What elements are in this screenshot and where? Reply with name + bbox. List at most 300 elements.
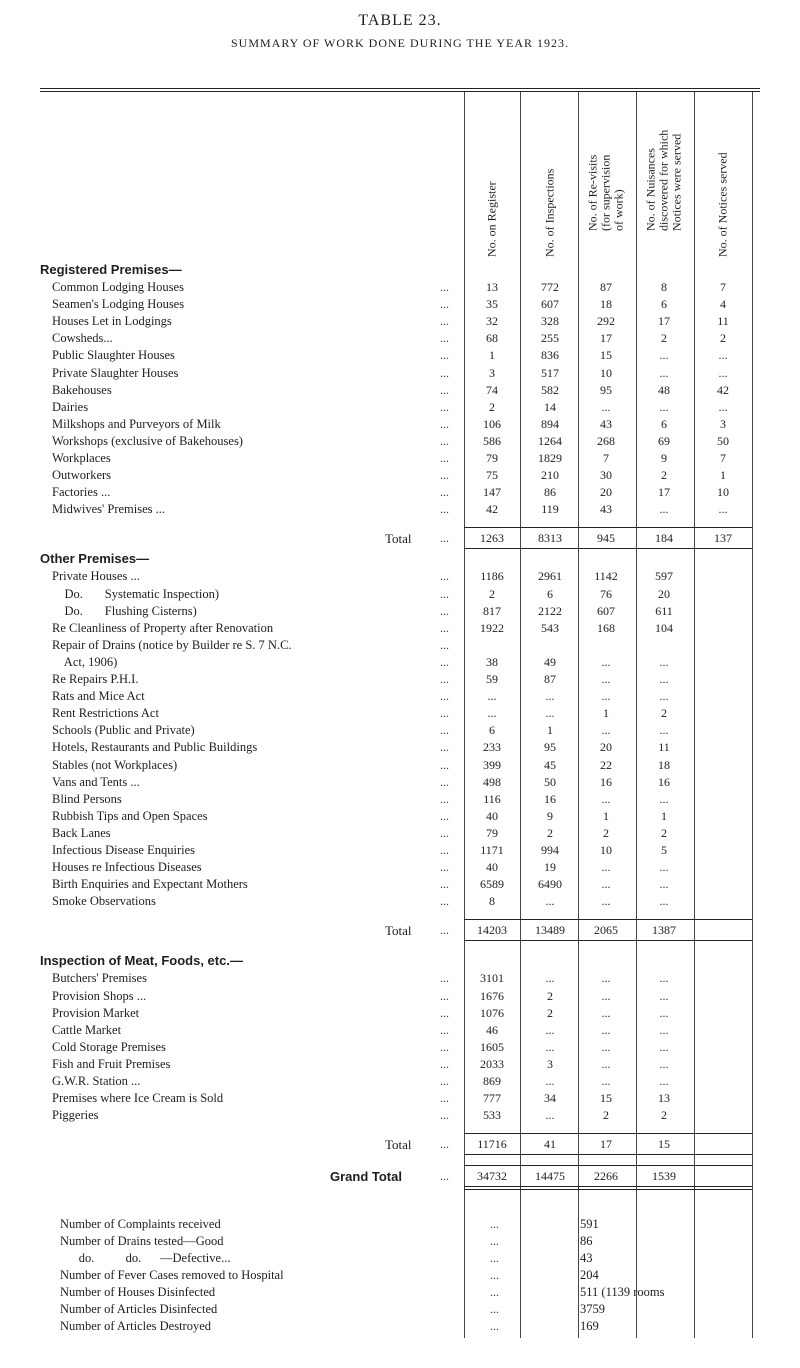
grand-total-label: Grand Total: [330, 1169, 402, 1185]
table-cell: 1171: [480, 843, 504, 857]
table-cell: 14: [544, 399, 556, 414]
table-cell: ...: [659, 365, 669, 380]
row-label: Factories ...: [52, 485, 111, 500]
total-rule: [464, 1133, 752, 1134]
note-row: [60, 1302, 760, 1319]
leader-dots: ...: [440, 1039, 449, 1054]
total-cell: 41: [544, 1137, 556, 1152]
row-label: Houses Let in Lodgings: [52, 314, 172, 329]
row-label: Bakehouses: [52, 382, 112, 397]
table-cell: 399: [483, 757, 501, 772]
table-cell: 8: [661, 280, 667, 294]
table-cell: ...: [659, 894, 669, 909]
leader-dots: ...: [490, 1302, 499, 1317]
table-cell: 10: [717, 485, 729, 500]
section-heading: Other Premises—: [40, 551, 150, 567]
note-label: Number of Fever Cases removed to Hospital: [60, 1268, 284, 1283]
table-cell: 40: [486, 860, 498, 875]
table-cell: ...: [601, 689, 611, 704]
total-cell: 14203: [477, 923, 507, 938]
row-label: Smoke Observations: [52, 894, 156, 909]
leader-dots: ...: [440, 1108, 449, 1123]
table-cell: 106: [483, 416, 501, 431]
table-cell: 6: [661, 416, 667, 431]
table-cell: 6: [547, 586, 553, 601]
row-label: Cold Storage Premises: [52, 1039, 166, 1054]
table-row: [0, 989, 800, 1006]
table-cell: 2: [661, 706, 667, 721]
table-cell: 15: [600, 1091, 612, 1106]
table-cell: ...: [659, 399, 669, 414]
table-cell: 607: [541, 297, 559, 312]
table-cell: 2: [603, 1108, 609, 1123]
total-row: [0, 1137, 800, 1154]
table-row: [0, 604, 800, 621]
leader-dots: ...: [440, 365, 449, 380]
table-cell: 20: [658, 586, 670, 601]
table-cell: 13: [658, 1091, 670, 1106]
table-cell: 328: [541, 314, 559, 329]
table-cell: 10: [600, 843, 612, 857]
table-row: [0, 877, 800, 894]
table-row: [0, 314, 800, 331]
table-row: [0, 706, 800, 723]
table-cell: 45: [544, 757, 556, 772]
table-row: [0, 485, 800, 502]
table-cell: 11: [658, 740, 670, 755]
leader-dots: ...: [490, 1234, 499, 1249]
table-cell: 6490: [538, 877, 562, 892]
leader-dots: ...: [440, 825, 449, 840]
table-cell: 2122: [538, 603, 562, 618]
row-label: Re Cleanliness of Property after Renovation: [52, 620, 274, 635]
row-label: Houses re Infectious Diseases: [52, 860, 202, 875]
table-cell: 42: [486, 502, 498, 517]
table-cell: 6: [489, 723, 495, 738]
table-row: [0, 417, 800, 434]
note-label: Number of Articles Destroyed: [60, 1319, 212, 1334]
table-cell: 30: [600, 468, 612, 483]
table-row: [0, 860, 800, 877]
section-heading: Registered Premises—: [40, 262, 182, 277]
table-row: [0, 569, 800, 586]
leader-dots: ...: [440, 297, 449, 312]
table-row: [0, 621, 800, 638]
table-row: [0, 723, 800, 740]
table-row: [0, 775, 800, 792]
table-cell: 20: [600, 740, 612, 755]
table-cell: 35: [486, 297, 498, 312]
leader-dots: ...: [490, 1268, 499, 1283]
table-cell: 1922: [480, 620, 504, 635]
leader-dots: ...: [440, 331, 449, 346]
table-cell: 3101: [480, 971, 504, 986]
table-cell: 817: [483, 603, 501, 618]
leader-dots: ...: [440, 723, 449, 738]
total-cell: 1387: [652, 923, 676, 938]
table-cell: 16: [600, 774, 612, 789]
leader-dots: ...: [440, 468, 449, 483]
row-label: Schools (Public and Private): [52, 723, 195, 738]
leader-dots: ...: [440, 620, 449, 635]
leader-dots: ...: [440, 586, 449, 601]
table-cell: 2961: [538, 569, 562, 584]
note-row: [60, 1319, 760, 1336]
table-cell: 43: [600, 416, 612, 431]
table-cell: ...: [601, 860, 611, 875]
leader-dots: ...: [440, 531, 449, 546]
leader-dots: ...: [440, 1091, 449, 1106]
table-cell: 46: [486, 1022, 498, 1037]
row-label: Cowsheds...: [52, 331, 113, 346]
table-cell: 74: [486, 382, 498, 397]
table-cell: 42: [717, 382, 729, 397]
table-cell: 3: [720, 416, 726, 431]
table-cell: 772: [541, 280, 559, 294]
table-cell: 15: [600, 348, 612, 363]
leader-dots: ...: [490, 1319, 499, 1334]
table-cell: ...: [659, 689, 669, 704]
leader-dots: ...: [490, 1217, 499, 1232]
table-cell: 18: [658, 757, 670, 772]
table-row: [0, 894, 800, 911]
table-row: [0, 331, 800, 348]
table-cell: 147: [483, 485, 501, 500]
table-cell: 607: [597, 603, 615, 618]
table-cell: 95: [600, 382, 612, 397]
leader-dots: ...: [440, 1056, 449, 1071]
leader-dots: ...: [440, 569, 449, 584]
table-cell: 22: [600, 757, 612, 772]
column-header-label: No. of Re-visits (for supervision of work): [585, 154, 626, 231]
note-label: Number of Drains tested—Good: [60, 1234, 224, 1249]
row-label: Midwives' Premises ...: [52, 502, 166, 517]
note-value: 591: [580, 1217, 599, 1232]
table-cell: 5: [661, 843, 667, 857]
table-row: [0, 1091, 800, 1108]
table-cell: ...: [601, 971, 611, 986]
table-row: [0, 280, 800, 297]
table-cell: ...: [659, 791, 669, 806]
row-label: Milkshops and Purveyors of Milk: [52, 416, 221, 431]
table-cell: ...: [659, 723, 669, 738]
column-header: [464, 92, 520, 270]
leader-dots: ...: [440, 485, 449, 500]
row-label: Act, 1906): [52, 654, 118, 669]
table-cell: ...: [659, 1022, 669, 1037]
grand-total-row: [0, 1169, 800, 1186]
table-cell: ...: [659, 654, 669, 669]
total-cell: 1263: [480, 531, 504, 546]
table-cell: 50: [544, 774, 556, 789]
table-row: [0, 1006, 800, 1023]
table-row: [0, 1108, 800, 1125]
leader-dots: ...: [440, 971, 449, 986]
table-cell: 2: [720, 331, 726, 346]
table-cell: 2: [661, 1108, 667, 1123]
table-cell: ...: [601, 1074, 611, 1088]
row-label: Provision Market: [52, 1005, 140, 1020]
row-label: Stables (not Workplaces): [52, 757, 178, 772]
row-label: Infectious Disease Enquiries: [52, 843, 196, 857]
row-label: Blind Persons: [52, 791, 122, 806]
table-cell: 17: [600, 331, 612, 346]
table-cell: 32: [486, 314, 498, 329]
table-cell: 86: [544, 485, 556, 500]
total-cell: 184: [655, 531, 673, 546]
table-cell: 48: [658, 382, 670, 397]
leader-dots: ...: [440, 451, 449, 465]
table-row: [0, 366, 800, 383]
table-row: [0, 451, 800, 468]
note-label: Number of Complaints received: [60, 1217, 221, 1232]
table-row: [0, 1040, 800, 1057]
table-row: [0, 809, 800, 826]
table-cell: 2: [489, 586, 495, 601]
table-cell: 3: [547, 1056, 553, 1071]
table-cell: 116: [483, 791, 501, 806]
table-cell: 1186: [480, 569, 504, 584]
total-label: Total: [385, 1137, 412, 1153]
table-row: [0, 468, 800, 485]
table-cell: ...: [601, 988, 611, 1003]
table-cell: 87: [544, 672, 556, 686]
total-cell: 17: [600, 1137, 612, 1152]
table-cell: 18: [600, 297, 612, 312]
table-cell: 1142: [594, 569, 618, 584]
table-cell: ...: [545, 1039, 555, 1054]
table-cell: 777: [483, 1091, 501, 1106]
row-label: Repair of Drains (notice by Builder re S. 7 N.C.: [52, 637, 292, 652]
table-cell: 2: [661, 468, 667, 483]
row-label: Private Houses ...: [52, 569, 140, 584]
row-label: Seamen's Lodging Houses: [52, 297, 185, 312]
table-cell: 95: [544, 740, 556, 755]
table-cell: 68: [486, 331, 498, 346]
total-rule: [464, 548, 752, 549]
note-value: 3759: [580, 1302, 605, 1317]
table-subtitle: SUMMARY OF WORK DONE DURING THE YEAR 1923.: [230, 36, 569, 50]
table-row: [0, 1057, 800, 1074]
leader-dots: ...: [440, 923, 449, 938]
leader-dots: ...: [440, 1169, 449, 1184]
table-row: [0, 434, 800, 451]
total-cell: 15: [658, 1137, 670, 1152]
table-cell: 292: [597, 314, 615, 329]
total-rule: [464, 919, 752, 920]
table-cell: ...: [601, 894, 611, 909]
table-row: [0, 400, 800, 417]
column-header: [695, 92, 751, 270]
note-label: Number of Houses Disinfected: [60, 1285, 216, 1300]
total-label: Total: [385, 923, 412, 939]
leader-dots: ...: [440, 988, 449, 1003]
table-row: [0, 689, 800, 706]
table-cell: ...: [718, 365, 728, 380]
grand-total-cell: 1539: [652, 1169, 676, 1184]
table-row: [0, 740, 800, 757]
table-row: [0, 655, 800, 672]
table-cell: ...: [601, 723, 611, 738]
table-cell: ...: [601, 654, 611, 669]
table-cell: ...: [659, 1039, 669, 1054]
table-cell: 79: [486, 451, 498, 465]
table-title: TABLE 23.: [358, 12, 442, 29]
table-cell: 611: [655, 603, 673, 618]
leader-dots: ...: [490, 1251, 499, 1266]
leader-dots: ...: [440, 654, 449, 669]
row-label: Private Slaughter Houses: [52, 365, 179, 380]
table-cell: 1076: [480, 1005, 504, 1020]
note-row: [60, 1217, 760, 1234]
table-cell: 2: [547, 1005, 553, 1020]
table-cell: 1: [720, 468, 726, 483]
table-cell: ...: [659, 1005, 669, 1020]
table-cell: 50: [717, 433, 729, 448]
grand-total-cell: 34732: [477, 1169, 507, 1184]
table-cell: 1829: [538, 451, 562, 465]
table-cell: 168: [597, 620, 615, 635]
table-cell: 2: [489, 399, 495, 414]
leader-dots: ...: [440, 637, 449, 652]
leader-dots: ...: [440, 382, 449, 397]
table-cell: 8: [489, 894, 495, 909]
table-row: [0, 792, 800, 809]
table-cell: ...: [659, 1074, 669, 1088]
table-cell: 10: [600, 365, 612, 380]
table-cell: 210: [541, 468, 559, 483]
table-cell: ...: [545, 706, 555, 721]
column-header: [578, 92, 634, 270]
table-row: [0, 502, 800, 519]
table-cell: 40: [486, 808, 498, 823]
table-cell: ...: [659, 672, 669, 686]
note-row: [60, 1285, 760, 1302]
table-cell: ...: [545, 1074, 555, 1088]
table-cell: 7: [603, 451, 609, 465]
row-label: G.W.R. Station ...: [52, 1074, 141, 1088]
table-cell: ...: [601, 1056, 611, 1071]
table-cell: 13: [486, 280, 498, 294]
note-row: [60, 1268, 760, 1285]
row-label: Public Slaughter Houses: [52, 348, 175, 363]
total-cell: 8313: [538, 531, 562, 546]
table-cell: 597: [655, 569, 673, 584]
table-row: [0, 672, 800, 689]
row-label: Premises where Ice Cream is Sold: [52, 1091, 224, 1106]
note-row: [60, 1251, 760, 1268]
note-value: 43: [580, 1251, 593, 1266]
table-cell: 543: [541, 620, 559, 635]
table-cell: 1605: [480, 1039, 504, 1054]
table-cell: ...: [659, 1056, 669, 1071]
table-cell: 836: [541, 348, 559, 363]
table-cell: 87: [600, 280, 612, 294]
row-label: Butchers' Premises: [52, 971, 147, 986]
table-cell: 1264: [538, 433, 562, 448]
row-label: Provision Shops ...: [52, 988, 147, 1003]
table-row: [0, 826, 800, 843]
row-label: Outworkers: [52, 468, 112, 483]
table-cell: 76: [600, 586, 612, 601]
column-header-label: No. of Inspections: [542, 168, 557, 257]
leader-dots: ...: [440, 689, 449, 704]
leader-dots: ...: [440, 808, 449, 823]
table-cell: ...: [545, 1022, 555, 1037]
leader-dots: ...: [440, 399, 449, 414]
grand-total-rule: [464, 1186, 752, 1187]
table-cell: ...: [718, 399, 728, 414]
table-cell: 38: [486, 654, 498, 669]
table-cell: 233: [483, 740, 501, 755]
table-cell: ...: [545, 894, 555, 909]
row-label: Common Lodging Houses: [52, 280, 184, 294]
table-cell: ...: [659, 877, 669, 892]
row-label: Vans and Tents ...: [52, 774, 140, 789]
row-label: Cattle Market: [52, 1022, 122, 1037]
total-cell: 13489: [535, 923, 565, 938]
table-cell: 17: [658, 485, 670, 500]
note-value: 511 (1139 rooms: [580, 1285, 665, 1300]
leader-dots: ...: [440, 314, 449, 329]
column-header: [636, 92, 692, 270]
table-cell: 17: [658, 314, 670, 329]
table-cell: ...: [659, 348, 669, 363]
table-row: [0, 1074, 800, 1091]
table-cell: ...: [545, 1108, 555, 1123]
table-cell: 2033: [480, 1056, 504, 1071]
table-cell: ...: [659, 860, 669, 875]
table-cell: 19: [544, 860, 556, 875]
table-cell: 104: [655, 620, 673, 635]
leader-dots: ...: [440, 757, 449, 772]
row-label: Rats and Mice Act: [52, 689, 145, 704]
row-label: Fish and Fruit Premises: [52, 1056, 171, 1071]
table-cell: 11: [717, 314, 729, 329]
leader-dots: ...: [440, 894, 449, 909]
note-value: 204: [580, 1268, 599, 1283]
table-cell: 582: [541, 382, 559, 397]
leader-dots: ...: [440, 860, 449, 875]
leader-dots: ...: [440, 843, 449, 857]
table-cell: 7: [720, 280, 726, 294]
table-cell: 2: [661, 825, 667, 840]
table-cell: 79: [486, 825, 498, 840]
table-cell: ...: [601, 1005, 611, 1020]
leader-dots: ...: [440, 672, 449, 686]
table-cell: 49: [544, 654, 556, 669]
table-cell: 69: [658, 433, 670, 448]
total-rule: [464, 527, 752, 528]
row-label: Birth Enquiries and Expectant Mothers: [52, 877, 248, 892]
table-cell: 119: [541, 502, 559, 517]
table-cell: 994: [541, 843, 559, 857]
table-cell: 2: [547, 988, 553, 1003]
leader-dots: ...: [440, 502, 449, 517]
leader-dots: ...: [440, 740, 449, 755]
total-cell: 2065: [594, 923, 618, 938]
section-heading: Inspection of Meat, Foods, etc.—: [40, 953, 243, 969]
table-cell: 6589: [480, 877, 504, 892]
table-cell: 75: [486, 468, 498, 483]
table-row: [0, 971, 800, 988]
row-label: Do. Flushing Cisterns): [52, 603, 197, 618]
table-cell: 16: [544, 791, 556, 806]
table-cell: 9: [547, 808, 553, 823]
total-rule: [464, 940, 752, 941]
grand-total-cell: 14475: [535, 1169, 565, 1184]
table-cell: 16: [658, 774, 670, 789]
